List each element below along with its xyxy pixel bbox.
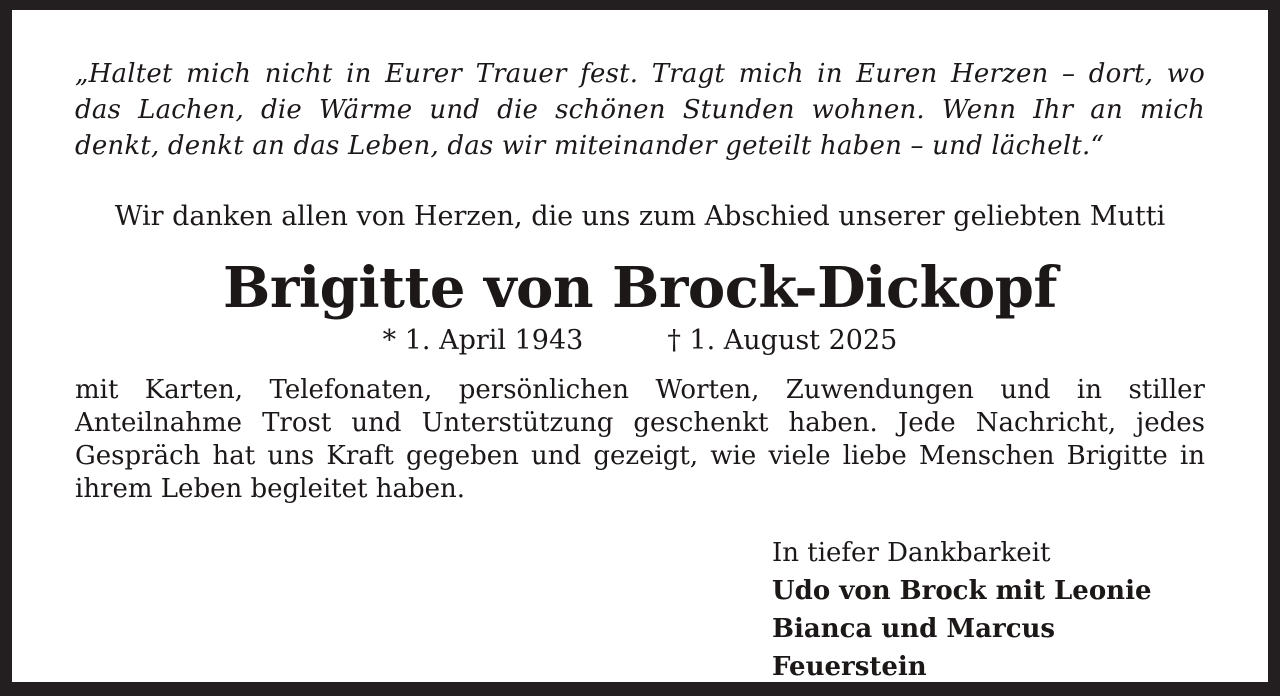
quote-line: „Haltet mich nicht in Eurer Trauer fest. Tragt mich in Euren Herzen – dort, wo — [75, 59, 1205, 89]
mourner-line: Bianca und Marcus Feuerstein — [772, 614, 1056, 682]
death-date: † 1. August 2025 — [667, 325, 898, 356]
thanks-intro-line: Wir danken allen von Herzen, die uns zum Abschied unserer geliebten Mutti — [114, 201, 1166, 232]
memorial-quote — [75, 56, 1205, 164]
signoff-block — [772, 534, 1205, 682]
thanks-body-paragraph — [75, 374, 1205, 506]
body-line: ihrem Leben begleitet haben. — [75, 474, 466, 504]
body-line: mit Karten, Telefonaten, persönlichen Worten, Zuwendungen und in stiller — [75, 375, 1205, 405]
body-line: Anteilnahme Trost und Unterstützung geschenkt haben. Jede Nachricht, jedes — [75, 408, 1205, 438]
mourner-line: Udo von Brock mit Leonie — [772, 576, 1152, 606]
closing-line: In tiefer Dankbarkeit — [772, 538, 1051, 568]
quote-line: das Lachen, die Wärme und die schönen Stunden wohnen. Wenn Ihr an mich — [75, 95, 1205, 125]
body-line: Gespräch hat uns Kraft gegeben und gezeigt, wie viele liebe Menschen Brigitte in — [75, 441, 1205, 471]
life-dates — [75, 324, 1205, 358]
deceased-name: Brigitte von Brock-Dickopf — [223, 255, 1057, 321]
obituary-card — [12, 10, 1268, 682]
birth-date: * 1. April 1943 — [382, 325, 584, 356]
quote-line: denkt, denkt an das Leben, das wir miteinander geteilt haben – und lächelt.“ — [75, 131, 1105, 161]
